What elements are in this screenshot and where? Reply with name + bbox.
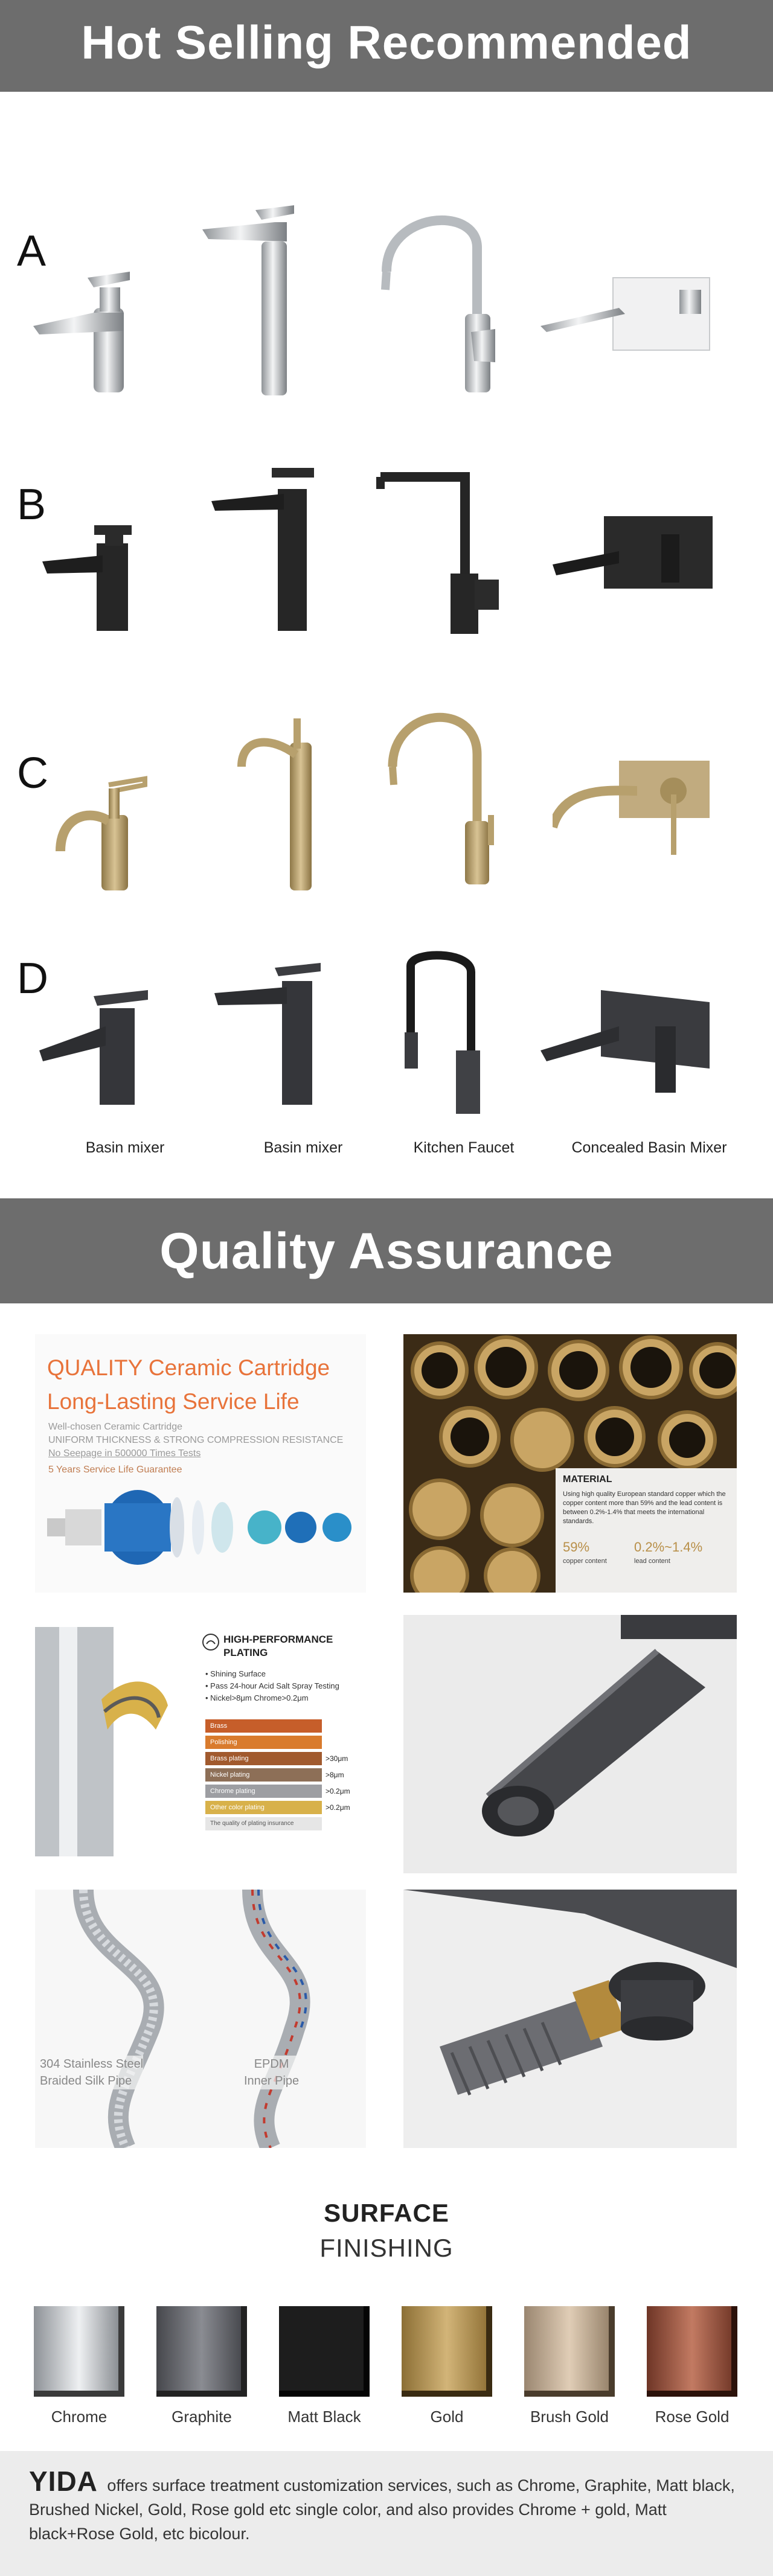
swatch-chrome-tile bbox=[34, 2306, 124, 2397]
hose-right-label: EPDM Inner Pipe bbox=[244, 2056, 299, 2089]
footer-text bbox=[29, 2466, 748, 2546]
spout-closeup-tile bbox=[403, 1615, 737, 1873]
pop-up-drain-tile bbox=[403, 1890, 737, 2148]
material-title: MATERIAL bbox=[563, 1474, 612, 1485]
swatch-brush-gold[interactable] bbox=[524, 2306, 615, 2397]
swatch-graphite[interactable] bbox=[156, 2306, 247, 2397]
kitchen-faucet-black[interactable] bbox=[374, 465, 507, 640]
plating-bullets: • Shining Surface • Pass 24-hour Acid Salt Spray Testing • Nickel>8μm Chrome>0.2μm bbox=[205, 1669, 339, 1702]
plating-tile bbox=[35, 1615, 366, 1873]
brand-name: YIDA bbox=[29, 2466, 98, 2497]
swatch-rose-gold[interactable] bbox=[647, 2306, 737, 2397]
hose-left-label: 304 Stainless Steel Braided Silk Pipe bbox=[40, 2056, 143, 2089]
swatch-gold[interactable] bbox=[402, 2306, 492, 2397]
cartridge-line-1: Well-chosen Ceramic Cartridge bbox=[48, 1422, 182, 1432]
material-info-box bbox=[556, 1468, 737, 1593]
concealed-basin-mixer-black[interactable] bbox=[553, 516, 716, 607]
row-letter-c: C bbox=[17, 749, 48, 797]
plating-layer-5: Other color plating >0.2μm bbox=[205, 1799, 362, 1815]
basin-mixer-short-gold[interactable] bbox=[54, 761, 157, 893]
basin-mixer-tall-gunmetal[interactable] bbox=[214, 963, 323, 1108]
copper-label: copper content bbox=[563, 1558, 607, 1565]
swatch-label-chrome: Chrome bbox=[51, 2408, 107, 2426]
cartridge-line-2: UNIFORM THICKNESS & STRONG COMPRESSION RESISTANCE bbox=[48, 1435, 344, 1445]
basin-mixer-short-black[interactable] bbox=[42, 519, 151, 634]
lead-value: 0.2%~1.4% bbox=[634, 1539, 703, 1555]
lead-label: lead content bbox=[634, 1558, 670, 1565]
surface-title: SURFACE bbox=[324, 2199, 449, 2227]
plating-layer-3: Nickel plating >8μm bbox=[205, 1766, 362, 1783]
caption-basin-mixer-2: Basin mixer bbox=[263, 1139, 343, 1156]
caption-kitchen-faucet: Kitchen Faucet bbox=[413, 1139, 515, 1156]
plating-layer-1: Polishing bbox=[205, 1734, 362, 1750]
braided-hose-photo bbox=[35, 1890, 366, 2148]
copper-value: 59% bbox=[563, 1539, 590, 1555]
quality-assurance-banner bbox=[0, 1198, 773, 1303]
swatch-gold-tile bbox=[402, 2306, 492, 2397]
caption-concealed-basin-mixer: Concealed Basin Mixer bbox=[571, 1139, 727, 1156]
footer-info bbox=[0, 2451, 773, 2576]
plating-layer-4: Chrome plating >0.2μm bbox=[205, 1783, 362, 1799]
swatch-chrome[interactable] bbox=[34, 2306, 124, 2397]
swatch-label-brush-gold: Brush Gold bbox=[530, 2408, 609, 2426]
plating-layer-0: Brass bbox=[205, 1718, 362, 1734]
quality-assurance-title: Quality Assurance bbox=[159, 1222, 614, 1279]
concealed-basin-mixer-gunmetal[interactable] bbox=[540, 990, 716, 1099]
plating-layer-2: Brass plating >30μm bbox=[205, 1750, 362, 1766]
pop-up-drain-photo bbox=[403, 1890, 737, 2148]
row-letter-b: B bbox=[17, 481, 47, 529]
braided-hose-tile bbox=[35, 1890, 366, 2148]
swatch-matt-black-tile bbox=[279, 2306, 370, 2397]
swatch-rose-gold-tile bbox=[647, 2306, 737, 2397]
cartridge-tile bbox=[35, 1334, 366, 1593]
basin-mixer-tall-black[interactable] bbox=[211, 465, 320, 634]
chrome-faucet-closeup bbox=[35, 1627, 174, 1862]
plating-title: HIGH-PERFORMANCE PLATING bbox=[223, 1634, 333, 1658]
cartridge-line-4: 5 Years Service Life Guarantee bbox=[48, 1465, 182, 1475]
swatch-label-rose-gold: Rose Gold bbox=[655, 2408, 730, 2426]
plating-layer-6: The quality of plating insurance bbox=[205, 1815, 362, 1832]
plating-icon bbox=[202, 1633, 220, 1651]
kitchen-faucet-gunmetal[interactable] bbox=[405, 948, 489, 1117]
brass-material-tile bbox=[403, 1334, 737, 1593]
swatch-matt-black[interactable] bbox=[279, 2306, 370, 2397]
basin-mixer-short-gunmetal[interactable] bbox=[39, 990, 154, 1111]
concealed-basin-mixer-chrome[interactable] bbox=[540, 272, 716, 386]
hot-selling-banner bbox=[0, 0, 773, 92]
swatch-label-matt-black: Matt Black bbox=[287, 2408, 361, 2426]
swatch-brush-gold-tile bbox=[524, 2306, 615, 2397]
swatch-label-graphite: Graphite bbox=[172, 2408, 232, 2426]
footer-description: offers surface treatment customization services, such as Chrome, Graphite, Matt black, Brushed Nickel, Gold, Rose gold etc single color, and also provides Chrome + gold, Matt black+Rose Gold, etc bicolour. bbox=[29, 2476, 735, 2543]
caption-basin-mixer-1: Basin mixer bbox=[85, 1139, 165, 1156]
spout-closeup-photo bbox=[403, 1615, 737, 1873]
concealed-basin-mixer-gold[interactable] bbox=[553, 761, 716, 857]
row-letter-d: D bbox=[17, 954, 48, 1003]
swatch-graphite-tile bbox=[156, 2306, 247, 2397]
basin-mixer-tall-chrome[interactable] bbox=[190, 205, 311, 398]
cartridge-exploded-illustration bbox=[47, 1485, 361, 1588]
basin-mixer-short-chrome[interactable] bbox=[27, 260, 148, 398]
basin-mixer-tall-gold[interactable] bbox=[236, 718, 326, 893]
finishing-title: FINISHING bbox=[319, 2234, 454, 2262]
swatch-label-gold: Gold bbox=[430, 2408, 464, 2426]
row-letter-a: A bbox=[17, 227, 47, 275]
kitchen-faucet-gold[interactable] bbox=[380, 700, 507, 887]
cartridge-title: QUALITY Ceramic Cartridge Long-Lasting Service Life bbox=[47, 1355, 330, 1414]
plating-layers bbox=[205, 1718, 362, 1832]
hot-selling-title: Hot Selling Recommended bbox=[81, 16, 692, 69]
material-text: Using high quality European standard copper which the copper content more than 59% and the lead content is between 0.2%-1.4% that meets the international standards. bbox=[563, 1491, 726, 1525]
kitchen-faucet-chrome[interactable] bbox=[374, 199, 495, 398]
cartridge-line-3: No Seepage in 500000 Times Tests bbox=[48, 1448, 201, 1459]
